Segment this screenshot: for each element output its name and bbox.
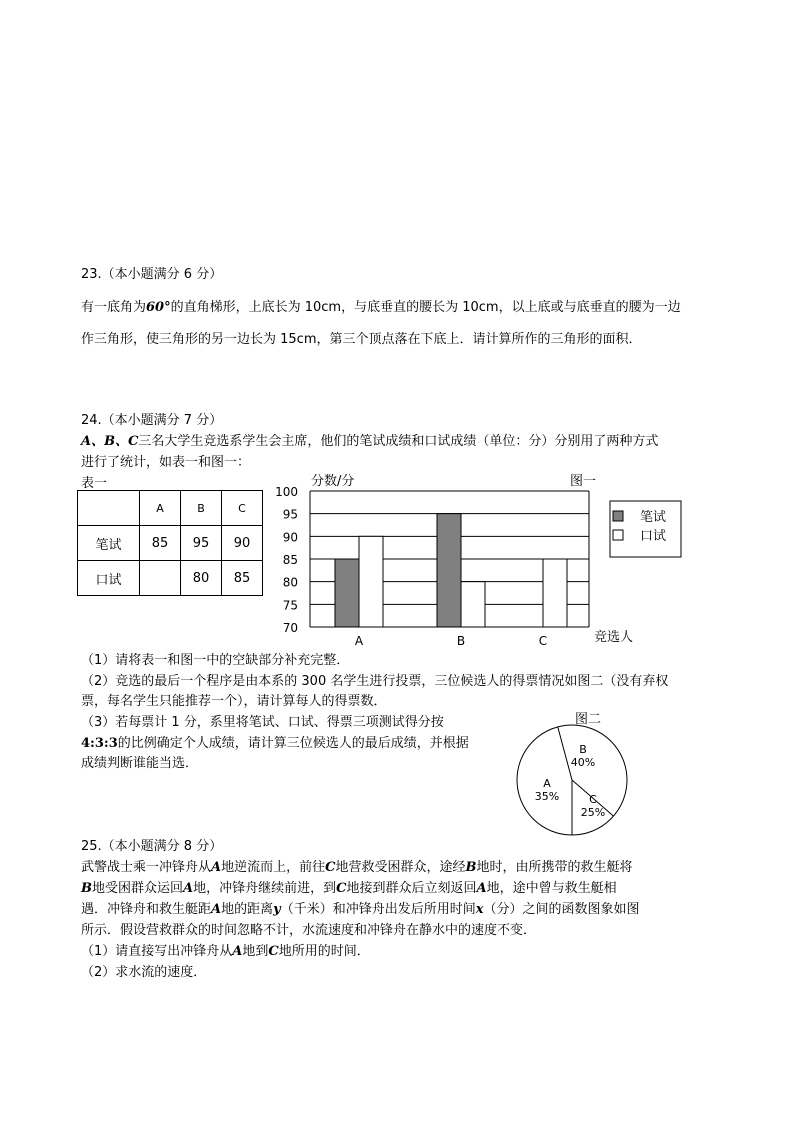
table-cell: 笔试 xyxy=(78,526,140,561)
bar xyxy=(335,559,359,627)
q24-sub-2a: （2）竞选的最后一个程序是由本系的 300 名学生进行投票，三位候选人的得票情况如图二（没有弃权 xyxy=(81,674,669,689)
q25-text: （分）之间的函数图象如图 xyxy=(483,902,640,917)
q25-text: 地，途中曾与救生艇相 xyxy=(486,881,617,896)
q24-sub-3a: （3）若每票计 1 分，系里将笔试、口试、得票三项测试得分按 xyxy=(81,715,444,730)
pie-title: 图二 xyxy=(574,712,602,727)
q25-heading: 25.（本小题满分 8 分） xyxy=(81,839,223,854)
table-cell: 95 xyxy=(181,526,222,561)
q23-line1-a: 有一底角为 xyxy=(81,300,147,315)
q25-text: （1）请直接写出冲锋舟从 xyxy=(81,944,233,959)
chart-title: 图一 xyxy=(570,474,597,489)
var-B: B xyxy=(465,860,477,875)
bar xyxy=(543,559,567,627)
q24-sub-3c: 成绩判断谁能当选． xyxy=(81,756,199,771)
q24-sub-3b xyxy=(81,732,469,751)
bar xyxy=(359,536,383,627)
pie-slice-pct: 25% xyxy=(580,806,606,819)
bar xyxy=(437,514,461,627)
q25-text: 地，冲锋舟继续前进，到 xyxy=(193,881,337,896)
legend-swatch xyxy=(613,511,623,521)
table-header-cell: B xyxy=(181,491,222,526)
var-B: B xyxy=(81,881,92,896)
table-cell: 85 xyxy=(140,526,181,561)
q23-heading: 23.（本小题满分 6 分） xyxy=(81,267,223,282)
q25-text: 地营救受困群众，途经 xyxy=(335,860,466,875)
var-C: C xyxy=(325,860,336,875)
q24-sub3-b-text: 的比例确定个人成绩，请计算三位候选人的最后成绩，并根据 xyxy=(117,736,469,751)
q25-text: 地到 xyxy=(242,944,269,959)
q23-angle: 60° xyxy=(146,300,171,315)
y-tick-label: 70 xyxy=(282,621,298,635)
var-A: A xyxy=(211,860,222,875)
q24-sub-1: （1）请将表一和图一中的空缺部分补充完整． xyxy=(81,653,350,668)
q24-line-2: 进行了统计，如表一和图一： xyxy=(81,455,251,470)
q24-ratio: 4:3:3 xyxy=(81,736,118,751)
q25-text: 遇．冲锋舟和救生艇距 xyxy=(81,902,212,917)
y-tick-label: 100 xyxy=(275,485,298,499)
y-tick-label: 75 xyxy=(282,598,298,613)
q25-sub-1 xyxy=(81,940,370,959)
q23-line1-b: 的直角梯形，上底长为 10cm，与底垂直的腰长为 10cm，以上底或与底垂直的腰为一边 xyxy=(170,300,681,315)
pie-chart xyxy=(500,705,650,840)
pie-slice-label: A xyxy=(543,777,551,790)
q25-text: 地所用的时间． xyxy=(278,944,370,959)
q25-text: 地逆流而上，前往 xyxy=(221,860,326,875)
var-A: A xyxy=(211,902,222,917)
q25-line-1 xyxy=(81,856,633,875)
pie-slice-label: C xyxy=(589,793,597,806)
y-tick-label: 90 xyxy=(282,530,298,545)
var-A: A xyxy=(232,944,243,959)
q24-names: A、B、C xyxy=(81,434,139,449)
q25-sub-2: （2）求水流的速度． xyxy=(81,965,207,980)
pie-slice-label: B xyxy=(579,743,587,756)
chart-xlabel: 竞选人 xyxy=(594,630,634,645)
bar xyxy=(461,582,485,627)
pie-slice-pct: 40% xyxy=(570,756,596,769)
q25-text: 地接到群众后立刻返回 xyxy=(346,881,477,896)
x-tick-label: B xyxy=(456,634,466,648)
table-header-cell: C xyxy=(222,491,263,526)
table-cell: 80 xyxy=(181,561,222,596)
table-title: 表一 xyxy=(81,476,108,491)
q25-text: 地的距离 xyxy=(221,902,274,917)
legend-label: 口试 xyxy=(640,529,667,544)
x-tick-label: A xyxy=(354,634,364,648)
table-header-cell: A xyxy=(140,491,181,526)
table-cell: 90 xyxy=(222,526,263,561)
q25-text: 地受困群众运回 xyxy=(92,881,184,896)
table-cell: 口试 xyxy=(78,561,140,596)
q24-heading: 24.（本小题满分 7 分） xyxy=(81,413,223,428)
q25-line-3 xyxy=(81,898,639,917)
table-cell: 85 xyxy=(222,561,263,596)
y-tick-label: 85 xyxy=(282,553,298,567)
chart-ylabel: 分数/分 xyxy=(311,474,355,489)
var-A: A xyxy=(183,881,194,896)
q23-line-2: 作三角形，使三角形的另一边长为 15cm，第三个顶点落在下底上．请计算所作的三角形的面积． xyxy=(81,332,642,347)
q24-sub-2b: 票，每名学生只能推荐一个），请计算每人的得票数． xyxy=(81,694,387,709)
q25-text: （千米）和冲锋舟出发后所用时间 xyxy=(280,902,476,917)
y-tick-label: 80 xyxy=(282,575,298,590)
var-C: C xyxy=(336,881,347,896)
var-y: y xyxy=(273,902,281,917)
var-A: A xyxy=(476,881,487,896)
q24-line1-rest: 三名大学生竞选系学生会主席，他们的笔试成绩和口试成绩（单位：分）分别用了两种方式 xyxy=(138,434,659,449)
var-x: x xyxy=(475,902,484,917)
q25-line-4: 所示．假设营救群众的时间忽略不计，水流速度和冲锋舟在静水中的速度不变． xyxy=(81,923,537,938)
y-tick-label: 95 xyxy=(282,507,298,522)
x-tick-label: C xyxy=(538,634,548,648)
pie-slice-pct: 35% xyxy=(534,790,560,803)
q25-line-2 xyxy=(81,877,617,896)
legend-swatch xyxy=(613,530,623,540)
legend-label: 笔试 xyxy=(640,510,667,525)
q25-text: 武警战士乘一冲锋舟从 xyxy=(81,860,212,875)
q25-text: 地时，由所携带的救生艇将 xyxy=(476,860,633,875)
var-C: C xyxy=(268,944,279,959)
